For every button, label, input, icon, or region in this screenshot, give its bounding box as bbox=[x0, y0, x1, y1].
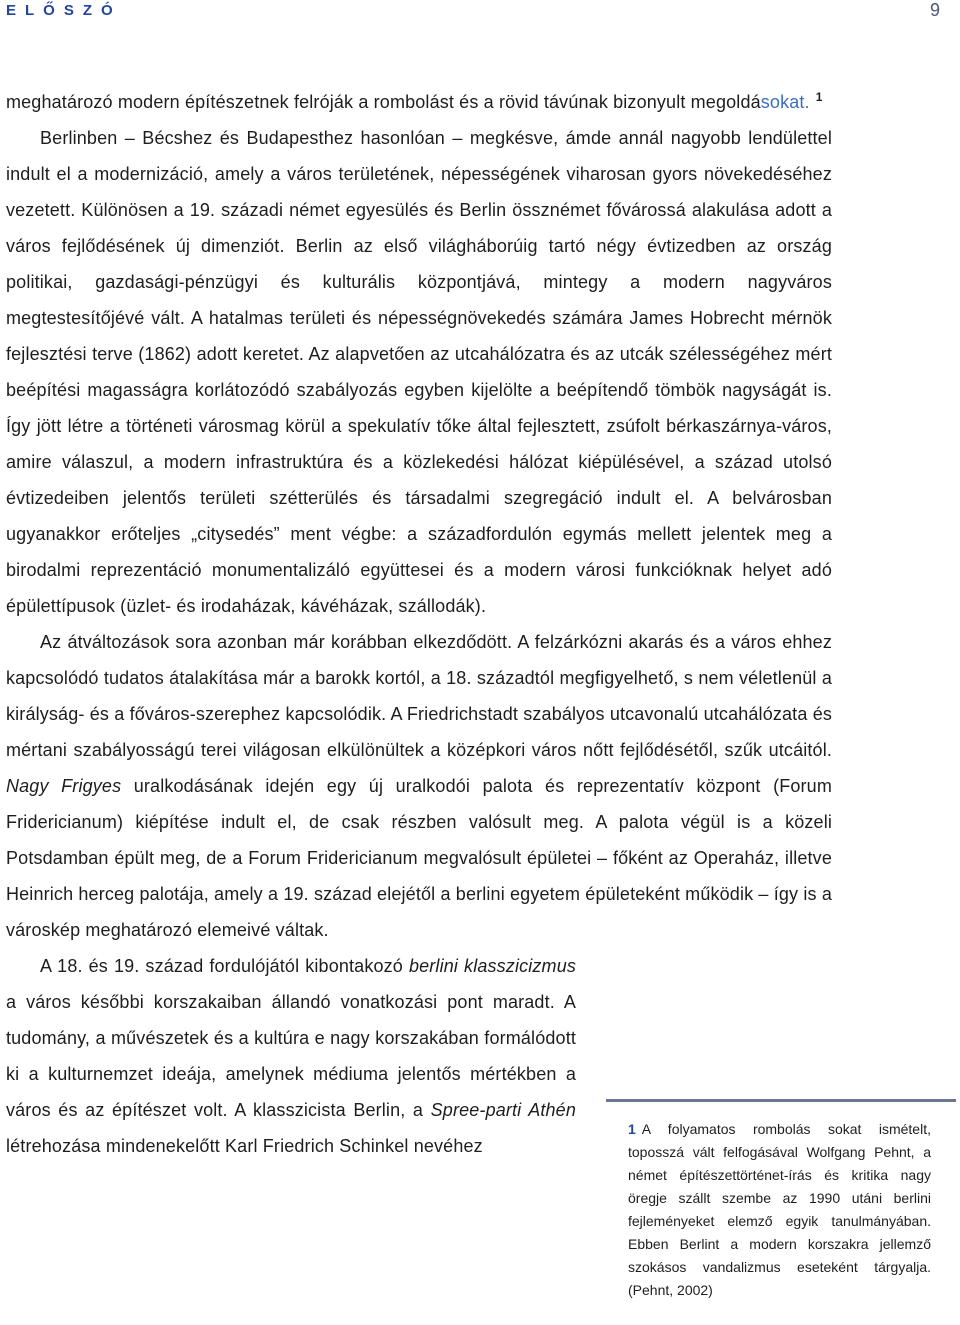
highlighted-word: sokat. bbox=[760, 92, 810, 112]
footnote-reference[interactable]: 1 bbox=[815, 90, 823, 104]
italic-term: Spree-parti Athén bbox=[430, 1100, 576, 1120]
paragraph-text: A 18. és 19. század fordulójától kibontakozó bbox=[40, 956, 409, 976]
paragraph-text: meghatározó modern építészetnek felróják a rombolást és a rövid távúnak bizonyult megoldá bbox=[6, 92, 761, 112]
body-text bbox=[6, 84, 832, 1164]
paragraph-text: létrehozása mindenekelőtt Karl Friedrich Schinkel nevéhez bbox=[6, 1136, 483, 1156]
paragraph-text: a város későbbi korszakaiban állandó vonatkozási pont maradt. A tudomány, a művészetek és a kultúra e nagy korszakában formálódott ki a kulturnemzet ideája, amelynek médiuma jelentős mértékben a város és az építészet volt. A klasszicista Berlin, a bbox=[6, 992, 576, 1120]
italic-term: berlini klasszicizmus bbox=[408, 956, 577, 976]
footnote-number: 1 bbox=[628, 1121, 636, 1137]
paragraph-berlin: Berlinben – Bécshez és Budapesthez hasonlóan – megkésve, ámde annál nagyobb lendülettel indult el a modernizáció, amely a város területének, népességének viharosan gyors növekedéséhez vezetett. Különösen a 19. századi német egyesülés és Berlin össznémet fővárossá alakulása adott a város fejlődésének új dimenziót. Berlin az első világháborúig tartó négy évtizedben az ország politikai, gazdasági-pénzügyi és kulturális központjává, mintegy a modern nagyváros megtestesítőjévé vált. A hatalmas területi és népességnövekedés számára James Hobrecht mérnök fejlesztési terve (1862) adott keretet. Az alapvetően az utcahálózatra és az utcák szélességéhez mért beépítési magasságra korlátozódó szabályozás egyben kijelölte a beépítendő tömbök nagyságát is. Így jött létre a történeti városmag körül a spekulatív tőke által fejlesztett, zsúfolt bérkaszárnya-város, amire válaszul, a modern infrastruktúra és a közlekedési hálózat kiépülésével, a század utolsó évtizedeiben jelentős területi szétterülés és társadalmi szegregáció indult el. A belvárosban ugyanakkor erőteljes „citysedés” ment végbe: a századfordulón egymás mellett jelentek meg a birodalmi reprezentáció monumentalizáló együttesei és a modern városi funkcióknak helyet adó épülettípusok (üzlet- és irodaházak, kávéházak, szállodák). bbox=[6, 128, 832, 616]
footnote bbox=[628, 1118, 931, 1302]
paragraph-klasszicizmus bbox=[6, 948, 576, 1164]
running-header: ELŐSZÓ bbox=[6, 2, 122, 19]
footnote-text: A folyamatos rombolás sokat ismételt, toposszá vált felfogásával Wolfgang Pehnt, a német építészettörténet-írás és kritika nagy öregje szállt szembe az 1990 utáni berlini fejleményeket elemző egyik tanulmányában. Ebben Berlint a modern korszakra jellemző szokásos vandalizmus eseteként tárgyalja. (Pehnt, 2002) bbox=[628, 1121, 931, 1298]
sidenote-divider bbox=[606, 1099, 956, 1102]
paragraph-continuation bbox=[6, 84, 832, 120]
page-number: 9 bbox=[929, 0, 940, 20]
paragraph-atvaltozasok bbox=[6, 624, 832, 948]
paragraph-text: Az átváltozások sora azonban már korábban elkezdődött. A felzárkózni akarás és a város ehhez kapcsolódó tudatos átalakítása már a barokk kortól, a 18. századtól megfigyelhető, s nem véletlenül a királyság- és a főváros-szerephez kapcsolódik. A Friedrichstadt szabályos utcavonalú utcahálózata és mértani szabályosságú terei világosan elkülönültek a középkori város nőtt fejlődésétől, szűk utcáitól. bbox=[6, 632, 832, 760]
paragraph-text: uralkodásának idején egy új uralkodói palota és reprezentatív központ (Forum Fridericianum) kiépítése indult el, de csak részben valósult meg. A palota végül is a közeli Potsdamban épült meg, de a Forum Fridericianum megvalósult épületei – főként az Operaház, illetve Heinrich herceg palotája, amely a 19. század elejétől a berlini egyetem épületeként működik – így is a városkép meghatározó elemeivé váltak. bbox=[6, 776, 832, 940]
italic-name: Nagy Frigyes bbox=[6, 776, 122, 796]
